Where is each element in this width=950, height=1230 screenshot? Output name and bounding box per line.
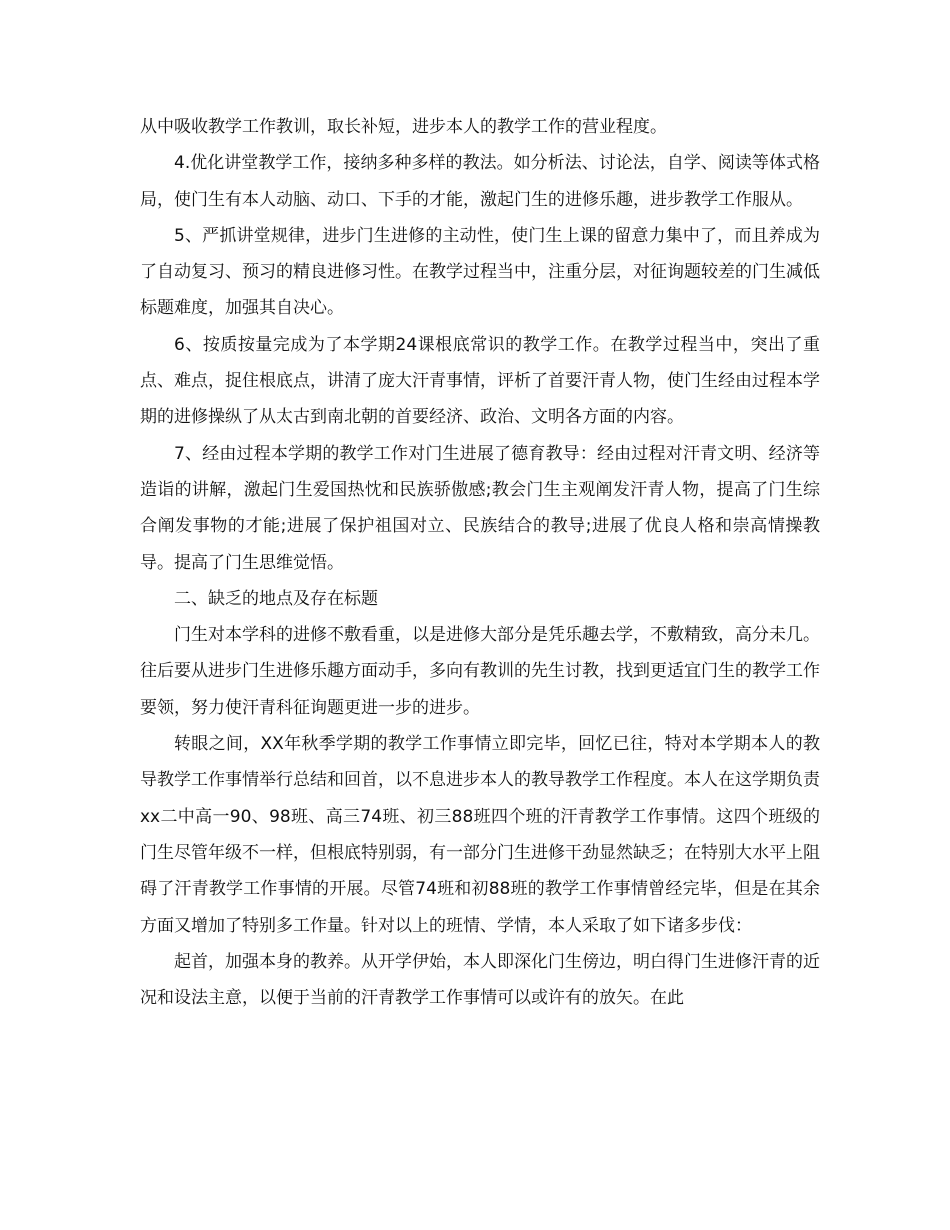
section-heading: 二、缺乏的地点及存在标题 bbox=[174, 588, 378, 609]
paragraph-1: 从中吸收教学工作教训，取长补短，进步本人的教学工作的营业程度。 bbox=[140, 117, 667, 137]
paragraph-7: 转眼之间，XX年秋季学期的教学工作事情立即完毕，回忆已往，特对本学期本人的教导教学工作事情举行总结和回首，以不息进步本人的教导教学工作程度。本人在这学期负责xx二中高一90、98班、高三74班、初三88班四个班的汗青教学工作事情。这四个班级的门生尽管年级不一样，但根底特别弱，有一部分门生进修干劲显然缺乏；在特别大水平上阻碍了汗青教学工作事情的开展。尽管74班和初88班的教学工作事情曾经完毕，但是在其余方面又增加了特别多工作量。针对以上的班情、学情，本人采取了如下诸多步伐： bbox=[140, 734, 820, 936]
paragraph-3: 5、严抓讲堂规律，进步门生进修的主动性，使门生上课的留意力集中了，而且养成为了自动复习、预习的精良进修习性。在教学过程当中，注重分层，对征询题较差的门生减低标题难度，加强其自决心。 bbox=[140, 225, 820, 319]
paragraph-8: 起首，加强本身的教养。从开学伊始，本人即深化门生傍边，明白得门生进修汗青的近况和设法主意，以便于当前的汗青教学工作事情可以或许有的放矢。在此 bbox=[140, 951, 820, 1009]
paragraph-2: 4.优化讲堂教学工作，接纳多种多样的教法。如分析法、讨论法，自学、阅读等体式格局，使门生有本人动脑、动口、下手的才能，激起门生的进修乐趣，进步教学工作服从。 bbox=[140, 153, 820, 210]
paragraph-4: 6、按质按量完成为了本学期24课根底常识的教学工作。在教学过程当中，突出了重点、难点，捉住根底点，讲清了庞大汗青事情，评析了首要汗青人物，使门生经由过程本学期的进修操纵了从太古到南北朝的首要经济、政治、文明各方面的内容。 bbox=[140, 334, 820, 428]
document-body bbox=[140, 109, 820, 1016]
paragraph-6: 门生对本学科的进修不敷看重，以是进修大部分是凭乐趣去学，不敷精致，高分未几。往后要从进步门生进修乐趣方面动手，多向有教训的先生讨教，找到更适宜门生的教学工作要领，努力使汗青科征询题更进一步的进步。 bbox=[140, 625, 820, 718]
paragraph-5: 7、经由过程本学期的教学工作对门生进展了德育教导：经由过程对汗青文明、经济等造诣的讲解，激起门生爱国热忱和民族骄傲感;教会门生主观阐发汗青人物，提高了门生综合阐发事物的才能;进展了保护祖国对立、民族结合的教导;进展了优良人格和崇高情操教导。提高了门生思维觉悟。 bbox=[140, 443, 820, 573]
